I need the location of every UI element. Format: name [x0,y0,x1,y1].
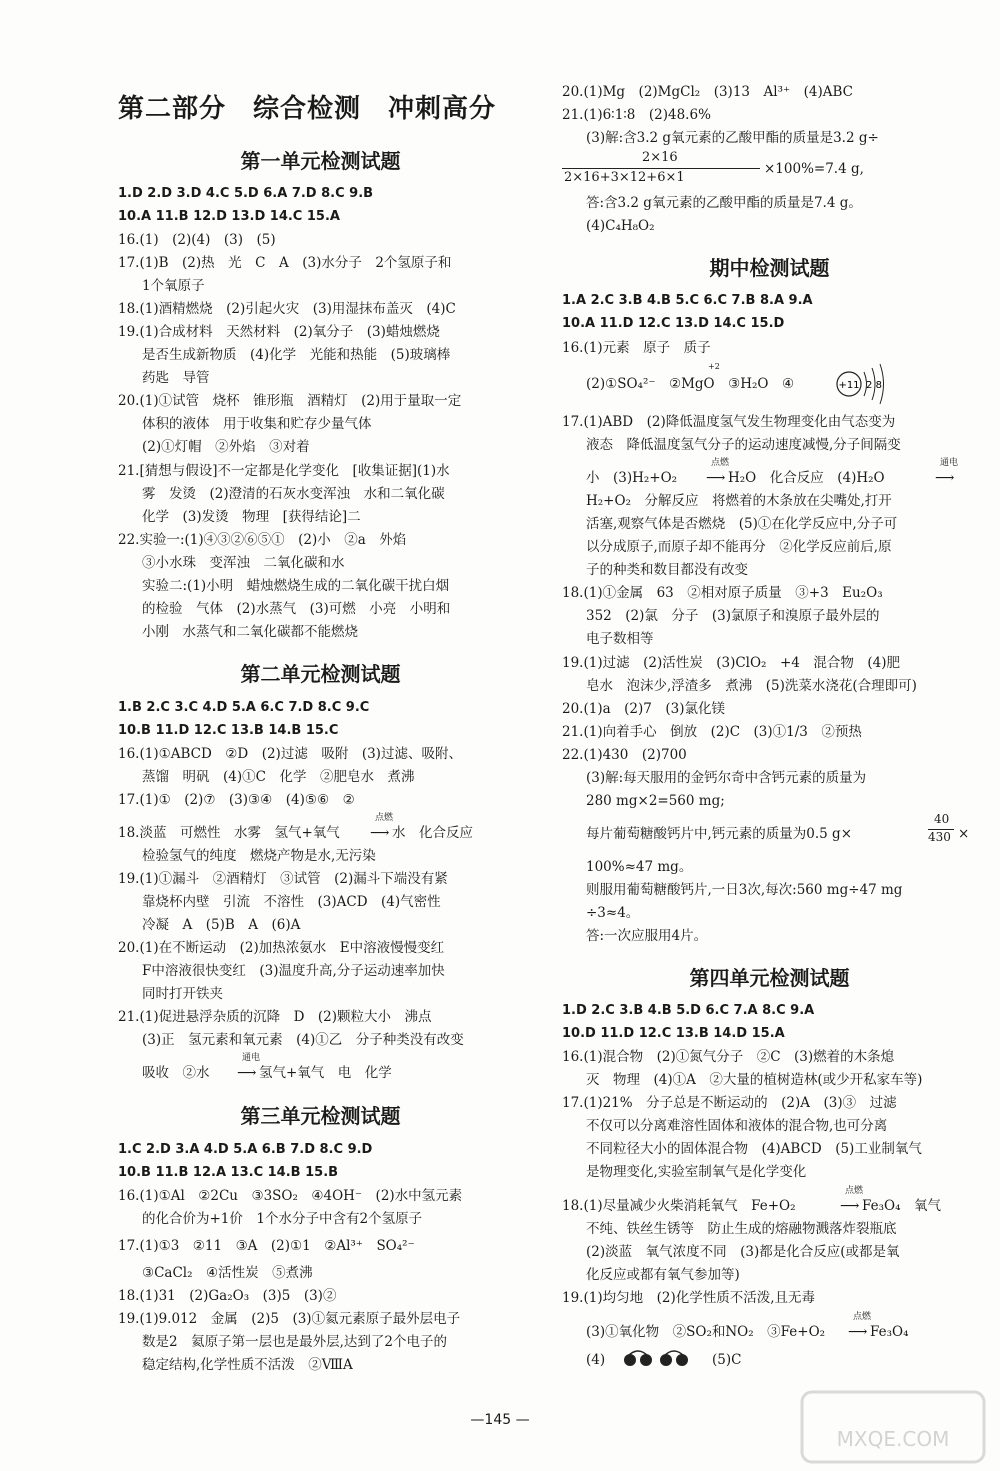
reaction-arrow: ⟶ [706,470,726,486]
answer-line: (3)解:每天服用的金钙尔奇中含钙元素的质量为 [586,770,867,786]
fraction-denominator: 430 [928,830,951,844]
answer-line: 17.(1)ABD (2)降低温度氢气发生物理变化由气态变为 [562,414,896,430]
watermark-text: MXQE.COM [836,1427,950,1451]
answer-line: 灭 物理 (4)①A ②大量的植树造林(或少开私家车等) [586,1072,923,1088]
answer-line: 液态 降低温度氢气分子的运动速度减慢,分子间隔变 [586,437,901,453]
answer-line: 280 mg×2=560 mg; [586,793,725,809]
answer-line: 18.(1)酒精燃烧 (2)引起火灾 (3)用湿抹布盖灭 (4)C [118,301,456,317]
answer-line: 的检验 气体 (2)水蒸气 (3)可燃 小亮 小明和 [142,601,451,617]
reaction-condition: 通电 [940,458,959,468]
page-number: —145 — [470,1412,530,1428]
answer-line: 20.(1)在不断运动 (2)加热浓氨水 E中溶液慢慢变红 [118,940,445,956]
reaction-arrow: ⟶ [237,1065,257,1081]
answer-line: 16.(1)①Al ②2Cu ③3SO₂ ④4OH⁻ (2)水中氢元素 [118,1188,463,1204]
answer-line: 氢气+氧气 电 化学 [259,1065,392,1081]
answer-line: H₂O 化合反应 (4)H₂O [728,470,885,486]
valence-mark: +2 [708,362,720,371]
midterm-title: 期中检测试题 [709,256,830,280]
reaction-condition: 通电 [242,1053,261,1063]
answer-line: 16.(1)混合物 (2)①氮气分子 ②C (3)燃着的木条熄 [562,1049,895,1065]
answer-line: 答:一次应服用4片。 [586,928,708,944]
multiply-sign: × [958,826,970,842]
answer-line: 10.A 11.D 12.C 13.D 14.C 15.D [562,316,785,331]
answer-line: 21.(1)促进悬浮杂质的沉降 D (2)颗粒大小 沸点 [118,1009,432,1025]
answer-line: 10.D 11.D 12.C 13.B 14.D 15.A [562,1026,785,1041]
answer-line: 21.(1)向着手心 倒放 (2)C (3)①1/3 ②预热 [562,724,862,740]
answer-line: 1.B 2.C 3.C 4.D 5.A 6.C 7.D 8.C 9.C [118,700,370,715]
answer-line: 化学 (3)发烫 物理 [获得结论]二 [142,509,361,525]
answer-line: (3)正 氢元素和氧元素 (4)①乙 分子种类没有改变 [142,1032,464,1048]
answer-line: (2)①灯帽 ②外焰 ③对着 [142,439,310,455]
answer-line: 小刚 水蒸气和二氧化碳都不能燃烧 [142,624,358,640]
answer-line: 19.(1)合成材料 天然材料 (2)氧分子 (3)蜡烛燃烧 [118,324,440,340]
answer-line: 不纯、铁丝生锈等 防止生成的熔融物溅落炸裂瓶底 [586,1221,897,1237]
answer-line: 1.D 2.C 3.B 4.B 5.D 6.C 7.A 8.C 9.A [562,1003,815,1018]
answer-line: 21.[猜想与假设]不一定都是化学变化 [收集证据](1)水 [118,463,450,479]
answer-line: 体积的液体 用于收集和贮存少量气体 [142,416,372,432]
reaction-arrow: ⟶ [848,1324,868,1340]
right-column [562,0,977,1471]
answer-line: 352 (2)氯 分子 (3)氯原子和溴原子最外层的 [586,608,880,624]
answer-line: 17.(1)① (2)⑦ (3)③④ (4)⑤⑥ ② [118,792,355,808]
answer-line: 是否生成新物质 (4)化学 光能和热能 (5)玻璃棒 [142,347,451,363]
answer-line: (5)C [712,1352,742,1368]
answer-line: 19.(1)9.012 金属 (2)5 (3)①氦元素原子最外层电子 [118,1311,461,1327]
fraction-denominator: 2×16+3×12+6×1 [564,170,685,185]
answer-line: 18.(1)31 (2)Ga₂O₃ (3)5 (3)② [118,1288,337,1304]
answer-line: 靠烧杯内壁 引流 不溶性 (3)ACD (4)气密性 [142,894,441,910]
answer-line: 20.(1)Mg (2)MgCl₂ (3)13 Al³⁺ (4)ABC [562,84,853,100]
answer-line: 16.(1)①ABCD ②D (2)过滤 吸附 (3)过滤、吸附、 [118,746,462,762]
reaction-condition: 点燃 [845,1186,864,1196]
answer-line: 是物理变化,实验室制氧气是化学变化 [586,1164,807,1180]
answer-line: 同时打开铁夹 [142,986,223,1002]
answer-line: 1个氧原子 [142,278,205,294]
answer-line: 18.(1)①金属 63 ②相对原子质量 ③+3 Eu₂O₃ [562,585,883,601]
answer-line: 18.淡蓝 可燃性 水雾 氢气+氧气 [118,825,340,841]
answer-line: 10.B 11.B 12.A 13.C 14.B 15.B [118,1165,339,1180]
answer-line: (2)淡蓝 氧气浓度不同 (3)都是化合反应(或都是氧 [586,1244,900,1260]
answer-line: (2)①SO₄²⁻ ②MgO ③H₂O ④ [586,376,795,392]
answer-line: 答:含3.2 g氧元素的乙酸甲酯的质量是7.4 g。 [586,195,862,211]
answer-line: 水 化合反应 [392,825,473,841]
answer-line: 17.(1)B (2)热 光 C A (3)水分子 2个氢原子和 [118,255,452,271]
reaction-condition: 点燃 [375,813,394,823]
unit4-title: 第四单元检测试题 [689,966,850,990]
answer-line: 蒸馏 明矾 (4)①C 化学 ②肥皂水 煮沸 [142,769,415,785]
answer-line: 1.D 2.D 3.D 4.C 5.D 6.A 7.D 8.C 9.B [118,186,374,201]
answer-line: 电子数相等 [586,631,654,647]
answer-line: 活塞,观察气体是否燃烧 (5)①在化学反应中,分子可 [586,516,898,532]
answer-line: 药匙 导管 [142,370,210,386]
answer-line: 19.(1)①漏斗 ②酒精灯 ③试管 (2)漏斗下端没有紧 [118,871,448,887]
answer-line: F中溶液很快变红 (3)温度升高,分子运动速率加快 [142,963,445,979]
answer-line: 16.(1)元素 原子 质子 [562,340,711,356]
answer-line: 稳定结构,化学性质不活泼 ②ⅧA [142,1357,353,1373]
answer-line: (3)解:含3.2 g氧元素的乙酸甲酯的质量是3.2 g÷ [586,130,879,146]
answer-line: 皂水 泡沫少,浮渣多 煮沸 (5)洗菜水浇花(合理即可) [586,678,917,694]
reaction-condition: 点燃 [711,458,730,468]
unit3-title: 第三单元检测试题 [240,1104,401,1128]
molecule-model-diagram [622,1346,692,1370]
answer-line: 冷凝 A (5)B A (6)A [142,917,301,933]
answer-line: Fe₃O₄ [870,1324,909,1340]
answer-line: ③CaCl₂ ④活性炭 ⑤煮沸 [142,1265,313,1281]
answer-line: 22.(1)430 (2)700 [562,747,687,763]
answer-line: 雾 发烫 (2)澄清的石灰水变浑浊 水和二氧化碳 [142,486,445,502]
answer-line: 不仅可以分离难溶性固体和液体的混合物,也可分离 [586,1118,888,1134]
reaction-arrow: ⟶ [935,470,955,486]
answer-line: 17.(1)①3 ②11 ③A (2)①1 ②Al³⁺ SO₄²⁻ [118,1238,415,1254]
answer-line: 不同粒径大小的固体混合物 (4)ABCD (5)工业制氧气 [586,1141,922,1157]
reaction-arrow: ⟶ [370,825,390,841]
unit1-title: 第一单元检测试题 [240,149,401,173]
answer-line: 20.(1)①试管 烧杯 锥形瓶 酒精灯 (2)用于量取一定 [118,393,462,409]
answer-line: 21.(1)6∶1∶8 (2)48.6% [562,107,711,123]
answer-line: 则服用葡萄糖酸钙片,一日3次,每次:560 mg÷47 mg [586,882,903,898]
left-column [118,0,523,1471]
answer-line: 10.B 11.D 12.C 13.B 14.B 15.C [118,723,339,738]
answer-line: (4) [586,1352,606,1368]
answer-line: 19.(1)均匀地 (2)化学性质不活泼,且无毒 [562,1290,816,1306]
answer-line: 1.A 2.C 3.B 4.B 5.C 6.C 7.B 8.A 9.A [562,293,813,308]
answer-line: 10.A 11.B 12.D 13.D 14.C 15.A [118,209,340,224]
atom-structure-diagram [834,362,894,406]
answer-line: 实验二:(1)小明 蜡烛燃烧生成的二氧化碳干扰白烟 [142,578,450,594]
fraction-numerator: 40 [934,812,950,826]
answer-line: 100%≈47 mg。 [586,859,693,875]
answer-line: ÷3≈4。 [586,905,640,921]
watermark-logo [798,1388,988,1466]
answer-line: 小 (3)H₂+O₂ [586,470,678,486]
part-title: 第二部分 综合检测 冲刺高分 [118,94,497,124]
answer-line: 20.(1)a (2)7 (3)氯化镁 [562,701,725,717]
answer-line: 17.(1)21% 分子总是不断运动的 (2)A (3)③ 过滤 [562,1095,897,1111]
answer-line: 18.(1)尽量减少火柴消耗氧气 Fe+O₂ [562,1198,796,1214]
answer-line: Fe₃O₄ 氧气 [862,1198,942,1214]
nucleus-label: +11 [838,380,860,391]
reaction-arrow: ⟶ [840,1198,860,1214]
answer-line: 以分成原子,而原子却不能再分 ②化学反应前后,原 [586,539,892,555]
answer-line: 吸收 ②水 [142,1065,210,1081]
answer-line: 子的种类和数目都没有改变 [586,562,748,578]
answer-line: 16.(1) (2)(4) (3) (5) [118,232,276,248]
unit2-title: 第二单元检测试题 [240,662,401,686]
answer-line: ③小水珠 变浑浊 二氧化碳和水 [142,555,345,571]
answer-line: 每片葡萄糖酸钙片中,钙元素的质量为0.5 g× [586,826,853,842]
answer-line: ×100%=7.4 g, [764,161,864,177]
answer-line: 19.(1)过滤 (2)活性炭 (3)ClO₂ +4 混合物 (4)肥 [562,655,900,671]
answer-line: 1.C 2.D 3.A 4.D 5.A 6.B 7.D 8.C 9.D [118,1142,373,1157]
fraction-bar [562,168,760,169]
reaction-condition: 点燃 [853,1312,872,1322]
fraction-numerator: 2×16 [642,150,678,165]
answer-line: 化反应或都有氧气参加等) [586,1267,740,1283]
answer-line: H₂+O₂ 分解反应 将燃着的木条放在尖嘴处,打开 [586,493,892,509]
answer-line: 检验氢气的纯度 燃烧产物是水,无污染 [142,848,376,864]
answer-line: (3)①氧化物 ②SO₂和NO₂ ③Fe+O₂ [586,1324,826,1340]
answer-line: (4)C₄H₈O₂ [586,218,655,234]
answer-line: 22.实验一:(1)④③②⑥⑤① (2)小 ②a 外焰 [118,532,407,548]
electron-shell-counts: 2 8 [866,380,882,391]
answer-line: 的化合价为+1价 1个水分子中含有2个氢原子 [142,1211,423,1227]
answer-line: 数是2 氦原子第一层也是最外层,达到了2个电子的 [142,1334,447,1350]
